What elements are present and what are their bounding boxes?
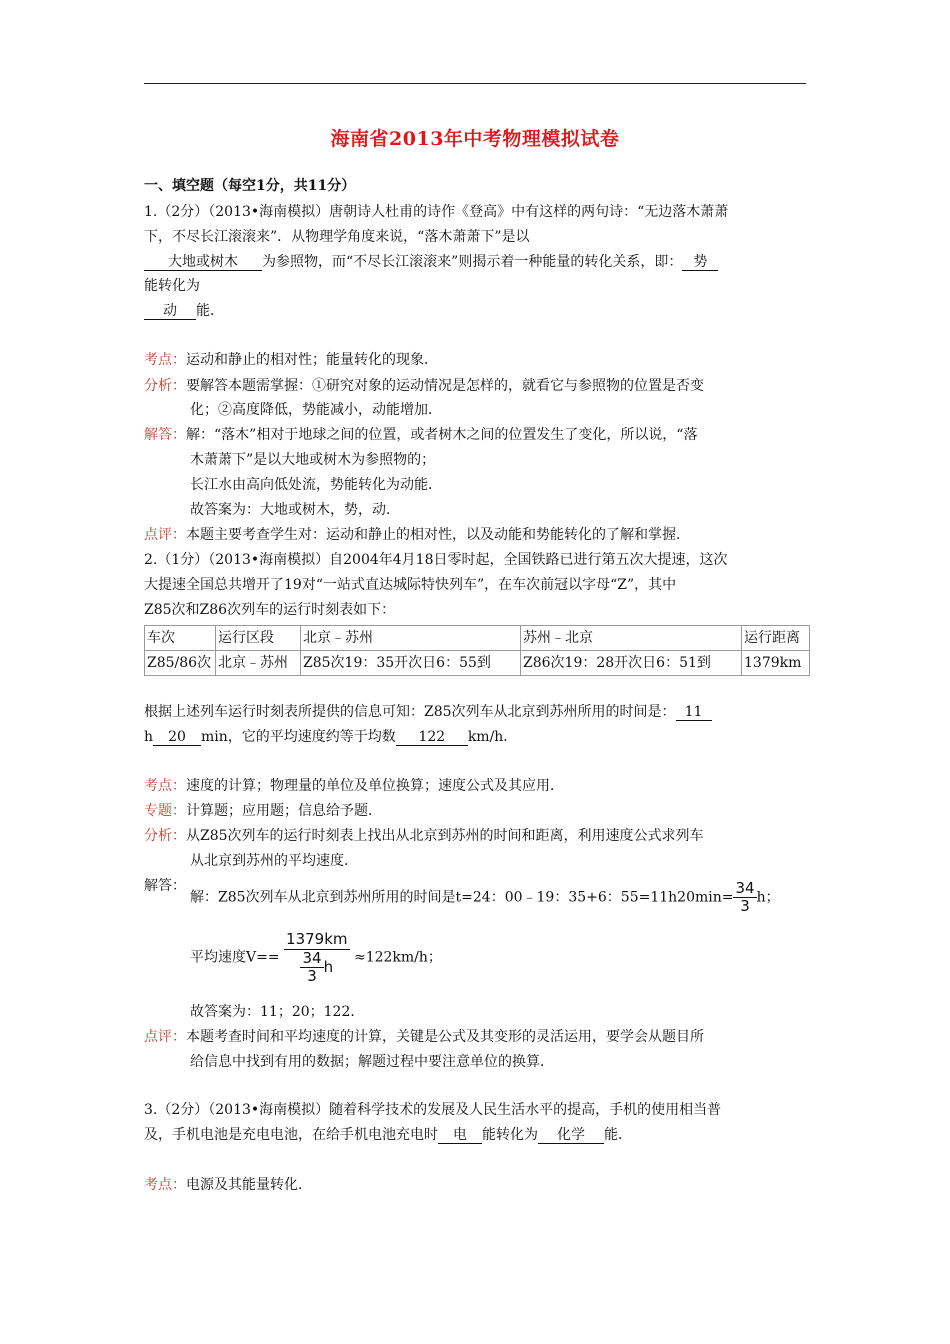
- table-cell: 1379km: [742, 651, 810, 676]
- q1-jieda-2: 木萧萧下”是以大地或树木为参照物的；: [190, 452, 436, 468]
- table-cell: Z85次19：35开次日6：55到: [301, 651, 521, 676]
- q3-line-2: 及，手机电池是充电电池，在给手机电池充电时 电 能转化为 化学 能．: [144, 1127, 632, 1143]
- q2-dianping-2: 给信息中找到有用的数据；解题过程中要注意单位的换算．: [190, 1054, 554, 1070]
- q1-blank-2: 势: [682, 254, 718, 271]
- q1-blank-3: 动: [144, 303, 196, 320]
- q2-blank-1: 11: [676, 704, 712, 721]
- q1-line-5: 动 能．: [144, 302, 224, 320]
- q2-answer-line-2: h 20 min，它的平均速度约等于均数 122 km/h．: [144, 729, 518, 745]
- section-heading: 一、填空题（每空1分，共11分）: [144, 178, 356, 194]
- q2-line-1: 2.（1分）（2013•海南模拟）自2004年4月18日零时起，全国铁路已进行第五次大提速，这次: [144, 552, 728, 568]
- table-row: [145, 651, 810, 676]
- q2-line-2: 大提速全国总共增开了19对“一站式直达城际特快列车”，在车次前冠以字母“Z”，其中: [144, 577, 677, 593]
- q1-jieda: 解答：解：“落木”相对于地球之间的位置，或者树木之间的位置发生了变化，所以说，“落: [144, 427, 698, 443]
- fraction-34-3-inner: $\frac{34}{3}$: [302, 949, 322, 985]
- timetable: [144, 625, 810, 676]
- q2-answer-line-1: 根据上述列车运行时刻表所提供的信息可知：Z85次列车从北京到苏州所用的时间是： 11: [144, 703, 712, 721]
- q1-fenxi-2: 化；②高度降低，势能减小，动能增加．: [190, 402, 442, 418]
- q2-blank-2: 20: [153, 729, 201, 746]
- table-header-cell: 北京﹣苏州: [301, 626, 521, 651]
- q1-kaodian: 考点：运动和静止的相对性；能量转化的现象．: [144, 352, 438, 368]
- q2-line-3: Z85次和Z86次列车的运行时刻表如下：: [144, 602, 396, 618]
- q2-fenxi: 分析：从Z85次列车的运行时刻表上找出从北京到苏州的时间和距离，利用速度公式求列车: [144, 828, 704, 844]
- q2-blank-3: 122: [396, 729, 468, 746]
- q2-dianping: 点评：本题考查时间和平均速度的计算，关键是公式及其变形的灵活运用，要学会从题目所: [144, 1029, 704, 1045]
- q1-blank-1: 大地或树木: [144, 254, 262, 271]
- q1-line-3: 大地或树木 为参照物，而“不尽长江滚滚来”则揭示着一种能量的转化关系，即： 势: [144, 253, 718, 271]
- q3-line-1: 3.（2分）（2013•海南模拟）随着科学技术的发展及人民生活水平的提高，手机的使用相当普: [144, 1102, 722, 1118]
- q1-line-1: 1.（2分）（2013•海南模拟）唐朝诗人杜甫的诗作《登高》中有这样的两句诗：“无边落木萧萧: [144, 204, 729, 220]
- speed-fraction: 1379km $\frac{34}{3}$ h: [286, 930, 348, 985]
- table-cell: Z86次19：28开次日6：51到: [521, 651, 742, 676]
- q2-jieda-label: 解答：: [144, 878, 186, 894]
- page-title: 海南省2013年中考物理模拟试卷: [330, 128, 620, 150]
- q1-dianping: 点评：本题主要考查学生对：运动和静止的相对性，以及动能和势能转化的了解和掌握．: [144, 527, 690, 543]
- table-cell: Z85/86次: [145, 651, 216, 676]
- fraction-34-3: $\frac{34}{3}$: [735, 879, 755, 915]
- table-header-cell: 车次: [145, 626, 216, 651]
- q1-jieda-4: 故答案为：大地或树木，势，动．: [190, 502, 400, 518]
- q2-zhuanti: 专题：计算题；应用题；信息给予题．: [144, 803, 382, 819]
- q1-jieda-3: 长江水由高向低处流，势能转化为动能．: [190, 477, 442, 493]
- table-header-row: [145, 626, 810, 651]
- q2-speed-formula: 平均速度V== 1379km $\frac{34}{3}$ h ≈122km/h；: [190, 930, 442, 985]
- q3-kaodian: 考点：电源及其能量转化．: [144, 1177, 312, 1193]
- q2-kaodian: 考点：速度的计算；物理量的单位及单位换算；速度公式及其应用．: [144, 778, 564, 794]
- table-header-cell: 苏州﹣北京: [521, 626, 742, 651]
- q1-line-4: 能转化为: [144, 278, 200, 294]
- q1-fenxi: 分析：要解答本题需掌握：①研究对象的运动情况是怎样的，就看它与参照物的位置是否变: [144, 378, 704, 394]
- q3-blank-2: 化学: [538, 1127, 604, 1144]
- table-cell: 北京﹣苏州: [216, 651, 301, 676]
- q2-fenxi-2: 从北京到苏州的平均速度．: [190, 853, 358, 869]
- q1-line-2: 下，不尽长江滚滚来”．从物理学角度来说，“落木萧萧下”是以: [144, 229, 530, 245]
- q3-blank-1: 电: [438, 1127, 482, 1144]
- table-header-cell: 运行距离: [742, 626, 810, 651]
- q2-jieda-1: 解：Z85次列车从北京到苏州所用的时间是t=24：00﹣19：35+6：55=11h20min= $\frac{34}{3}$ h；: [190, 879, 780, 915]
- header-rule: [144, 83, 806, 84]
- q2-answer: 故答案为：11；20；122．: [190, 1004, 365, 1020]
- table-header-cell: 运行区段: [216, 626, 301, 651]
